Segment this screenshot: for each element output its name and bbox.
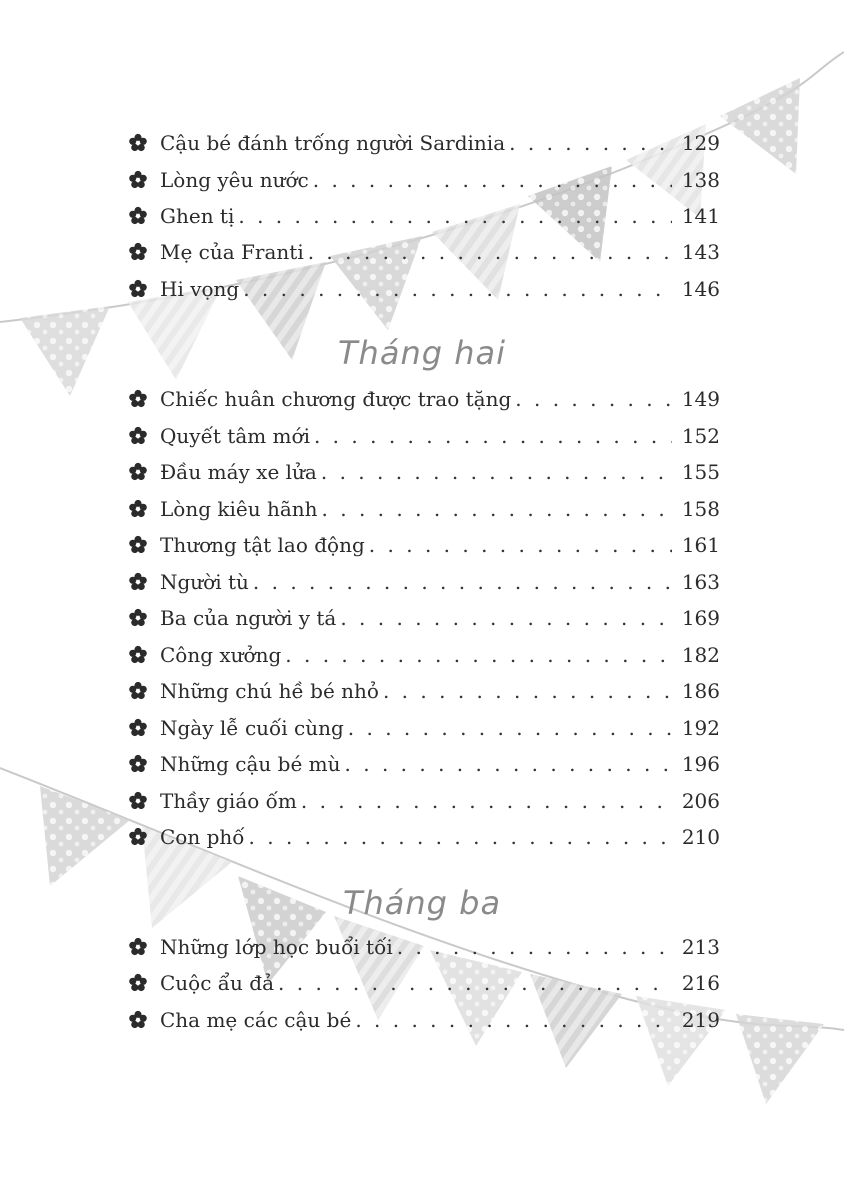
dot-leader bbox=[345, 749, 672, 779]
toc-entry[interactable] bbox=[128, 932, 720, 962]
toc-entry[interactable] bbox=[128, 530, 720, 560]
toc-entry-page: 219 bbox=[681, 1008, 720, 1032]
toc-entry-page: 192 bbox=[681, 716, 720, 740]
dot-leader bbox=[369, 530, 672, 560]
toc-entry-title: Con phố bbox=[160, 825, 245, 849]
toc-entry-title: Hi vọng bbox=[160, 277, 240, 301]
month-heading: Tháng ba bbox=[342, 884, 502, 922]
toc-entry[interactable] bbox=[128, 968, 720, 998]
toc-entry-title: Chiếc huân chương được trao tặng bbox=[160, 387, 512, 411]
toc-entry-page: 152 bbox=[681, 424, 720, 448]
toc-entry-page: 182 bbox=[681, 643, 720, 667]
toc-entry-page: 216 bbox=[681, 971, 720, 995]
toc-entry[interactable] bbox=[128, 201, 720, 231]
toc-entry[interactable] bbox=[128, 457, 720, 487]
month-heading: Tháng hai bbox=[338, 334, 506, 372]
toc-entry-title: Thương tật lao động bbox=[160, 533, 365, 557]
toc-entry[interactable] bbox=[128, 274, 720, 304]
flower-icon bbox=[128, 389, 148, 409]
flower-icon bbox=[128, 791, 148, 811]
toc-entry-title: Những chú hề bé nhỏ bbox=[160, 679, 379, 703]
dot-leader bbox=[509, 128, 672, 158]
toc-entry-page: 213 bbox=[681, 935, 720, 959]
toc-entry-title: Thầy giáo ốm bbox=[160, 789, 297, 813]
toc-entry-page: 146 bbox=[681, 277, 720, 301]
dot-leader bbox=[278, 968, 672, 998]
dot-leader bbox=[383, 676, 672, 706]
toc-entry[interactable] bbox=[128, 786, 720, 816]
toc-entry-title: Ngày lễ cuối cùng bbox=[160, 716, 344, 740]
toc-entry-page: 196 bbox=[681, 752, 720, 776]
dot-leader bbox=[238, 201, 672, 231]
flower-icon bbox=[128, 242, 148, 262]
toc-entry-page: 143 bbox=[681, 240, 720, 264]
flower-icon bbox=[128, 279, 148, 299]
toc-entry-title: Cha mẹ các cậu bé bbox=[160, 1008, 352, 1032]
toc-entry[interactable] bbox=[128, 713, 720, 743]
toc-entry[interactable] bbox=[128, 165, 720, 195]
flower-icon bbox=[128, 462, 148, 482]
toc-entry-page: 155 bbox=[681, 460, 720, 484]
toc-entry[interactable] bbox=[128, 822, 720, 852]
toc-entry-title: Người tù bbox=[160, 570, 249, 594]
toc-entry-title: Cậu bé đánh trống người Sardinia bbox=[160, 131, 506, 155]
dot-leader bbox=[313, 165, 672, 195]
toc-entry-page: 169 bbox=[681, 606, 720, 630]
toc-entry[interactable] bbox=[128, 567, 720, 597]
dot-leader bbox=[301, 786, 672, 816]
flower-icon bbox=[128, 170, 148, 190]
toc-entry-page: 141 bbox=[681, 204, 720, 228]
toc-entry-title: Quyết tâm mới bbox=[160, 424, 310, 448]
toc-entry[interactable] bbox=[128, 640, 720, 670]
toc-entry-page: 161 bbox=[681, 533, 720, 557]
dot-leader bbox=[249, 822, 672, 852]
toc-entry-page: 210 bbox=[681, 825, 720, 849]
dot-leader bbox=[308, 237, 672, 267]
toc-entry-page: 138 bbox=[681, 168, 720, 192]
flower-icon bbox=[128, 937, 148, 957]
flower-icon bbox=[128, 535, 148, 555]
toc-entry-page: 149 bbox=[681, 387, 720, 411]
toc-entry-page: 158 bbox=[681, 497, 720, 521]
toc-entry-page: 129 bbox=[681, 131, 720, 155]
toc-entry-title: Mẹ của Franti bbox=[160, 240, 304, 264]
toc-entry[interactable] bbox=[128, 494, 720, 524]
flower-icon bbox=[128, 681, 148, 701]
flower-icon bbox=[128, 754, 148, 774]
toc-entry[interactable] bbox=[128, 421, 720, 451]
dot-leader bbox=[355, 1005, 672, 1035]
toc-entry-page: 163 bbox=[681, 570, 720, 594]
flower-icon bbox=[128, 426, 148, 446]
flower-icon bbox=[128, 572, 148, 592]
dot-leader bbox=[515, 384, 672, 414]
flower-icon bbox=[128, 973, 148, 993]
toc-entry[interactable] bbox=[128, 384, 720, 414]
dot-leader bbox=[340, 603, 672, 633]
toc-entry-title: Những lớp học buổi tối bbox=[160, 935, 393, 959]
toc-entry[interactable] bbox=[128, 749, 720, 779]
dot-leader bbox=[243, 274, 672, 304]
toc-entry[interactable] bbox=[128, 603, 720, 633]
flower-icon bbox=[128, 499, 148, 519]
dot-leader bbox=[321, 457, 672, 487]
flower-icon bbox=[128, 206, 148, 226]
toc-entry-title: Đầu máy xe lửa bbox=[160, 460, 317, 484]
dot-leader bbox=[314, 421, 672, 451]
dot-leader bbox=[253, 567, 672, 597]
toc-entry-title: Lòng yêu nước bbox=[160, 168, 309, 192]
toc-entry[interactable] bbox=[128, 237, 720, 267]
toc-entry-title: Ghen tị bbox=[160, 204, 235, 228]
toc-entry[interactable] bbox=[128, 128, 720, 158]
toc-entry[interactable] bbox=[128, 676, 720, 706]
flower-icon bbox=[128, 718, 148, 738]
dot-leader bbox=[322, 494, 672, 524]
toc-entry-title: Ba của người y tá bbox=[160, 606, 337, 630]
flower-icon bbox=[128, 645, 148, 665]
dot-leader bbox=[397, 932, 672, 962]
flower-icon bbox=[128, 133, 148, 153]
flower-icon bbox=[128, 608, 148, 628]
toc-entry-title: Những cậu bé mù bbox=[160, 752, 341, 776]
toc-entry-title: Cuộc ẩu đả bbox=[160, 971, 275, 995]
dot-leader bbox=[285, 640, 672, 670]
toc-entry-page: 206 bbox=[681, 789, 720, 813]
flower-icon bbox=[128, 1010, 148, 1030]
toc-entry-page: 186 bbox=[681, 679, 720, 703]
dot-leader bbox=[348, 713, 672, 743]
flower-icon bbox=[128, 827, 148, 847]
toc-entry-title: Lòng kiêu hãnh bbox=[160, 497, 318, 521]
toc-entry[interactable] bbox=[128, 1005, 720, 1035]
toc-entry-title: Công xưởng bbox=[160, 643, 282, 667]
